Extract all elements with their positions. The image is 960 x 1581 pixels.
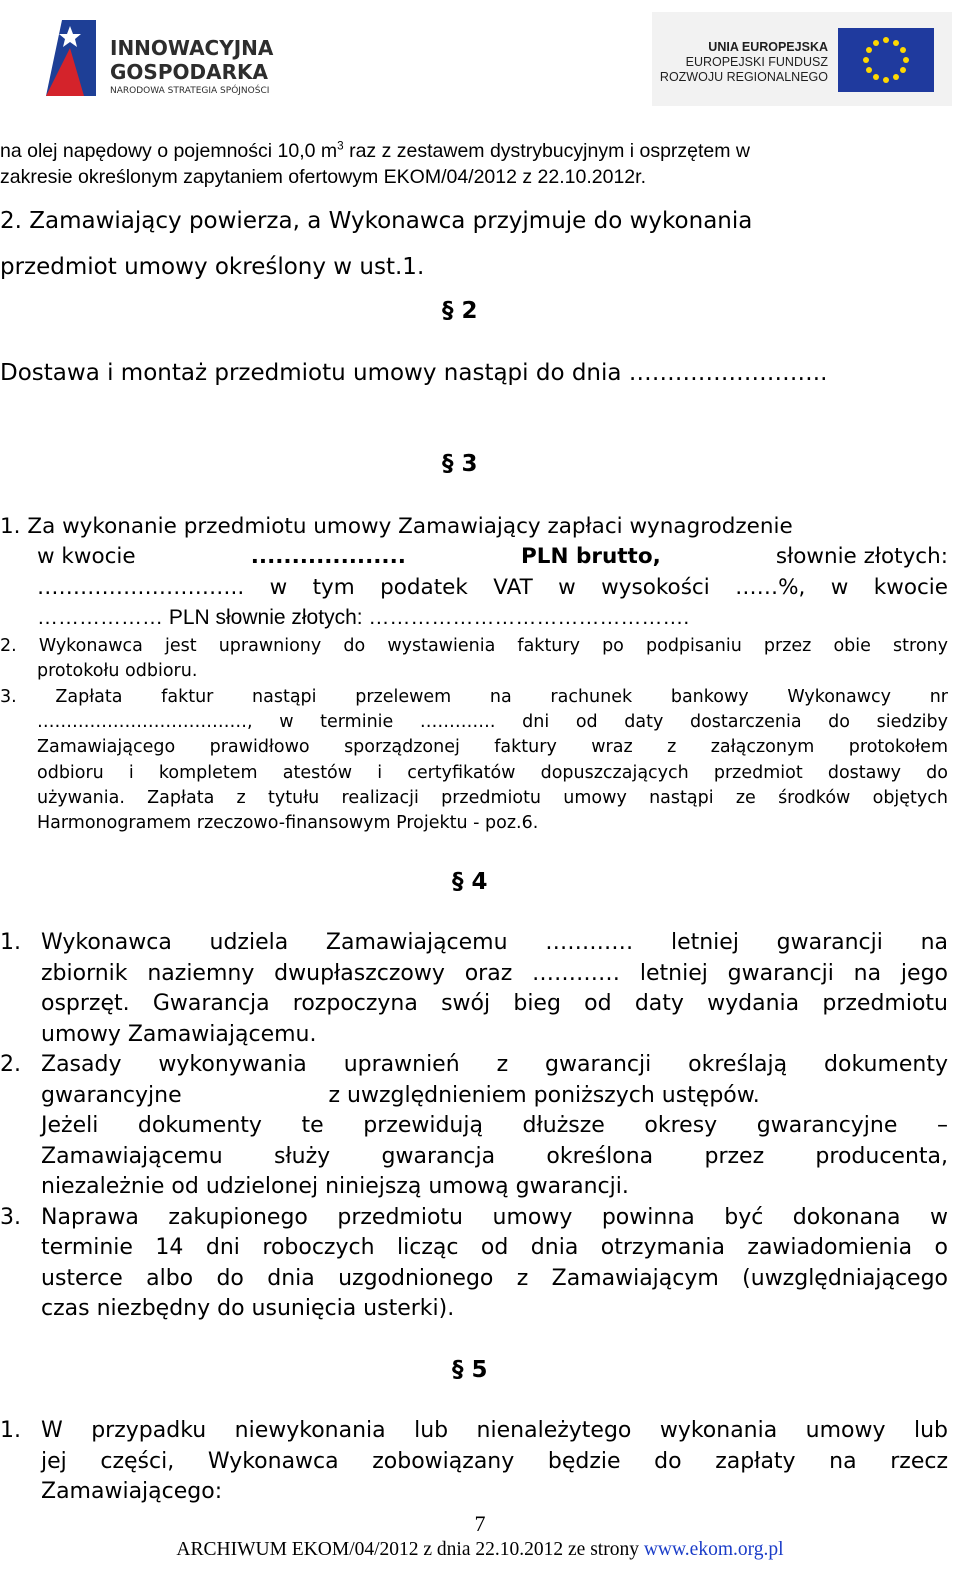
s3-amount-dots: ................... bbox=[250, 544, 406, 569]
s3-item3-line1: 3. Zapłata faktur nastąpi przelewem na rachunek bankowy Wykonawcy nr bbox=[0, 687, 948, 707]
eu-logo bbox=[652, 12, 952, 106]
s4-item2-line5: niezależnie od udzielonej niniejszą umową gwarancji. bbox=[41, 1174, 629, 1199]
eu-line1: UNIA EUROPEJSKA bbox=[708, 40, 828, 54]
section-4-heading: § 4 bbox=[452, 869, 488, 895]
s5-item1-line2: jej części, Wykonawca zobowiązany będzie do zapłaty na rzecz bbox=[41, 1449, 948, 1474]
s3-item3-line4: odbioru i kompletem atestów i certyfikatów dopuszczających przedmiot dostawy do bbox=[37, 763, 948, 783]
s4-item3-line3: usterce albo do dnia uzgodnionego z Zamawiającym (uwzględniającego bbox=[41, 1266, 948, 1291]
s4-item3-line4: czas niezbędny do usunięcia usterki). bbox=[41, 1296, 455, 1321]
s4-item2-line2: gwarancyjne z uwzględnieniem poniższych ustępów. bbox=[41, 1083, 760, 1108]
s4-item1-line1: Wykonawca udziela Zamawiającemu ………… letniej gwarancji na bbox=[41, 930, 948, 955]
s3-item1-line3: ……………………….. w tym podatek VAT w wysokości ……%, w kwocie bbox=[37, 575, 948, 600]
intro-line-3: 2. Zamawiający powierza, a Wykonawca przyjmuje do wykonania bbox=[0, 208, 753, 234]
intro-line-2: zakresie określonym zapytaniem ofertowym EKOM/04/2012 z 22.10.2012r. bbox=[0, 166, 646, 188]
ig-line1: INNOWACYJNA bbox=[110, 36, 274, 60]
s5-item1-line3: Zamawiającego: bbox=[41, 1479, 223, 1504]
s3-item2-line1: 2. Wykonawca jest uprawniony do wystawienia faktury po podpisaniu przez obie strony bbox=[0, 636, 948, 656]
intro-line-4: przedmiot umowy określony w ust.1. bbox=[0, 254, 425, 280]
s3-amount-label: w kwocie bbox=[37, 544, 136, 569]
s3-item2-line2: protokołu odbioru. bbox=[37, 661, 198, 681]
s3-amount-currency: PLN brutto, bbox=[521, 544, 661, 569]
intro-line-1 bbox=[0, 140, 750, 163]
ig-line2: GOSPODARKA bbox=[110, 60, 268, 84]
s4-item2-line3: Jeżeli dokumenty te przewidują dłuższe okresy gwarancyjne – bbox=[41, 1113, 948, 1138]
s4-item2-line4: Zamawiającemu służy gwarancja określona przez producenta, bbox=[41, 1144, 948, 1169]
section-2-text: Dostawa i montaż przedmiotu umowy nastąpi do dnia …………………….. bbox=[0, 360, 828, 386]
eu-flag-icon bbox=[838, 28, 934, 92]
page-number: 7 bbox=[474, 1511, 486, 1536]
intro-l1-sup: 3 bbox=[337, 139, 344, 153]
archive-text: ARCHIWUM EKOM/04/2012 z dnia 22.10.2012 ze strony bbox=[176, 1539, 644, 1560]
s4-item1-number: 1. bbox=[0, 930, 21, 955]
s3-item1-line2 bbox=[37, 544, 948, 569]
s3-item3-line3: Zamawiającego prawidłowo sporządzonej faktury wraz z załączonym protokołem bbox=[37, 737, 948, 757]
archive-footer bbox=[0, 1539, 960, 1561]
s4-item1-line3: osprzęt. Gwarancja rozpoczyna swój bieg od daty wydania przedmiotu bbox=[41, 991, 948, 1016]
s3-item1-line1: 1. Za wykonanie przedmiotu umowy Zamawiający zapłaci wynagrodzenie bbox=[0, 514, 793, 539]
s3-amount-words-label: słownie złotych: bbox=[775, 544, 948, 569]
ig-logo-icon bbox=[40, 18, 102, 98]
section-2-heading: § 2 bbox=[442, 298, 478, 324]
section-3-heading: § 3 bbox=[442, 451, 478, 477]
innowacyjna-gospodarka-logo bbox=[40, 14, 300, 102]
eu-line3: ROZWOJU REGIONALNEGO bbox=[659, 70, 828, 84]
s4-item2-number: 2. bbox=[0, 1052, 21, 1077]
ig-line3: NARODOWA STRATEGIA SPÓJNOŚCI bbox=[110, 86, 270, 96]
s4-item3-line1: Naprawa zakupionego przedmiotu umowy powinna być dokonana w bbox=[41, 1205, 948, 1230]
s3-item1-line4: ……………… PLN słownie złotych: ………………………………………. bbox=[37, 606, 690, 629]
s3-item3-line2: ………………………………, w terminie …………. dni od daty dostarczenia do siedziby bbox=[37, 712, 948, 732]
s3-item3-line5: używania. Zapłata z tytułu realizacji przedmiotu umowy nastąpi ze środków objętych bbox=[37, 788, 948, 808]
intro-l1-post: raz z zestawem dystrybucyjnym i osprzętem w bbox=[343, 140, 751, 162]
section-5-heading: § 5 bbox=[452, 1357, 488, 1383]
s4-item2-line1: Zasady wykonywania uprawnień z gwarancji określają dokumenty bbox=[41, 1052, 948, 1077]
intro-l1-pre: na olej napędowy o pojemności 10,0 m bbox=[0, 140, 338, 162]
archive-link[interactable]: www.ekom.org.pl bbox=[643, 1539, 784, 1560]
s5-item1-number: 1. bbox=[0, 1418, 21, 1443]
s5-item1-line1: W przypadku niewykonania lub nienależytego wykonania umowy lub bbox=[41, 1418, 948, 1443]
eu-line2: EUROPEJSKI FUNDUSZ bbox=[685, 55, 828, 69]
s4-item1-line2: zbiornik naziemny dwupłaszczowy oraz ………… letniej gwarancji na jego bbox=[41, 961, 948, 986]
s4-item3-line2: terminie 14 dni roboczych licząc od dnia otrzymania zawiadomienia o bbox=[41, 1235, 948, 1260]
s4-item1-line4: umowy Zamawiającemu. bbox=[41, 1022, 317, 1047]
s3-item3-line6: Harmonogramem rzeczowo-finansowym Projektu - poz.6. bbox=[37, 813, 539, 833]
s4-item3-number: 3. bbox=[0, 1205, 21, 1230]
